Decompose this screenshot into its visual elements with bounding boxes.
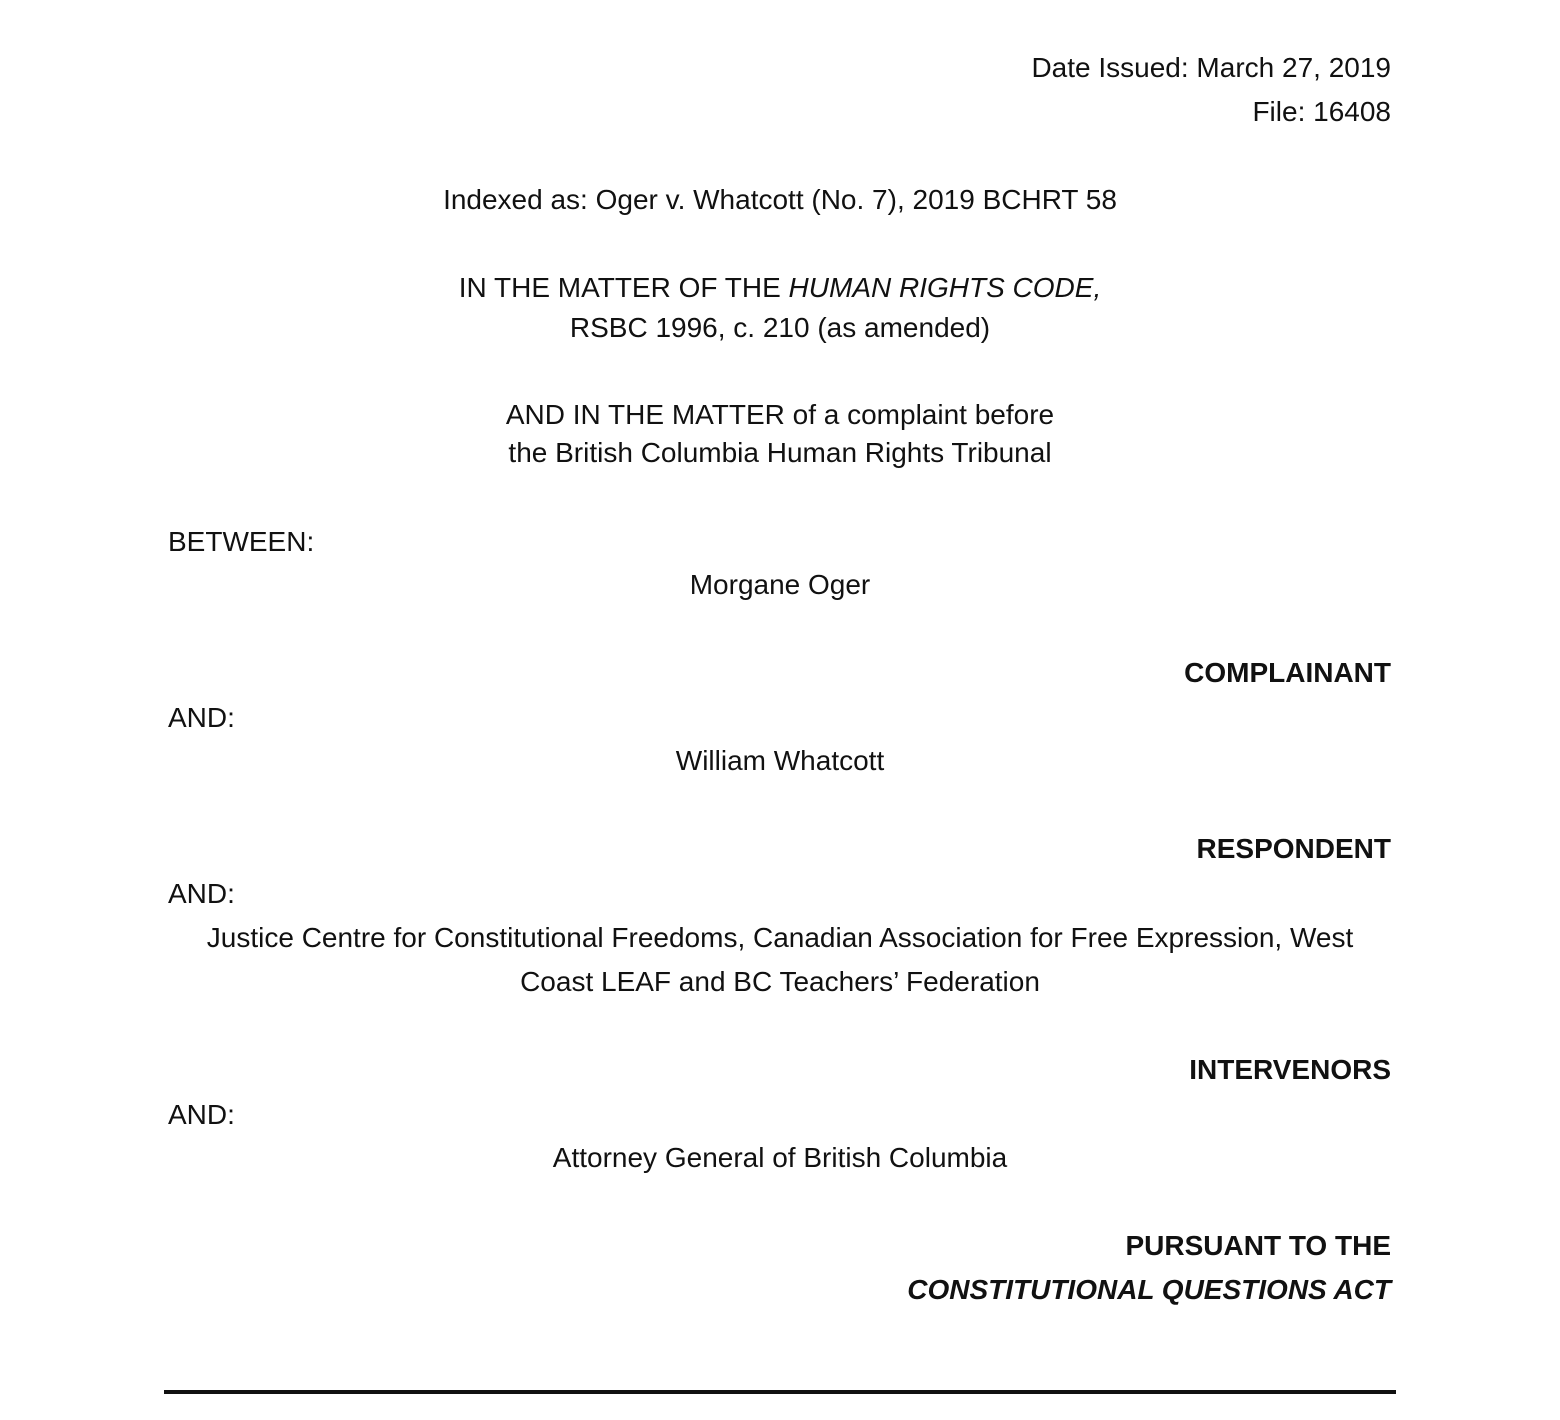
file-number: File: 16408 [1252,96,1391,127]
and-label-1: AND: [168,702,235,733]
intervenors-line-1: Justice Centre for Constitutional Freedoms, Canadian Association for Free Expression, West [206,922,1354,953]
matter-statute: HUMAN RIGHTS CODE, [788,272,1102,303]
respondent-role: RESPONDENT [1196,833,1391,864]
and-label-2: AND: [168,878,235,909]
matter-prefix: IN THE MATTER OF THE [458,272,789,303]
attorney-general-name: Attorney General of British Columbia [552,1142,1008,1173]
ag-role-line-2: CONSTITUTIONAL QUESTIONS ACT [907,1274,1391,1305]
citation: Indexed as: Oger v. Whatcott (No. 7), 2019 BCHRT 58 [443,184,1117,215]
matter-line-2: RSBC 1996, c. 210 (as amended) [569,312,991,343]
complaint-line-2: the British Columbia Human Rights Tribunal [508,437,1052,468]
matter-line-1 [0,271,1560,305]
complainant-name: Morgane Oger [689,569,871,600]
ag-role-line-1: PURSUANT TO THE [1125,1230,1391,1261]
respondent-name: William Whatcott [675,745,885,776]
and-label-3: AND: [168,1099,235,1130]
date-issued: Date Issued: March 27, 2019 [1031,52,1391,83]
complainant-role: COMPLAINANT [1184,657,1391,688]
intervenors-role: INTERVENORS [1189,1054,1391,1085]
between-label: BETWEEN: [168,526,315,557]
complaint-line-1: AND IN THE MATTER of a complaint before [505,399,1055,430]
intervenors-line-2: Coast LEAF and BC Teachers’ Federation [520,966,1040,997]
horizontal-rule [164,1390,1396,1394]
